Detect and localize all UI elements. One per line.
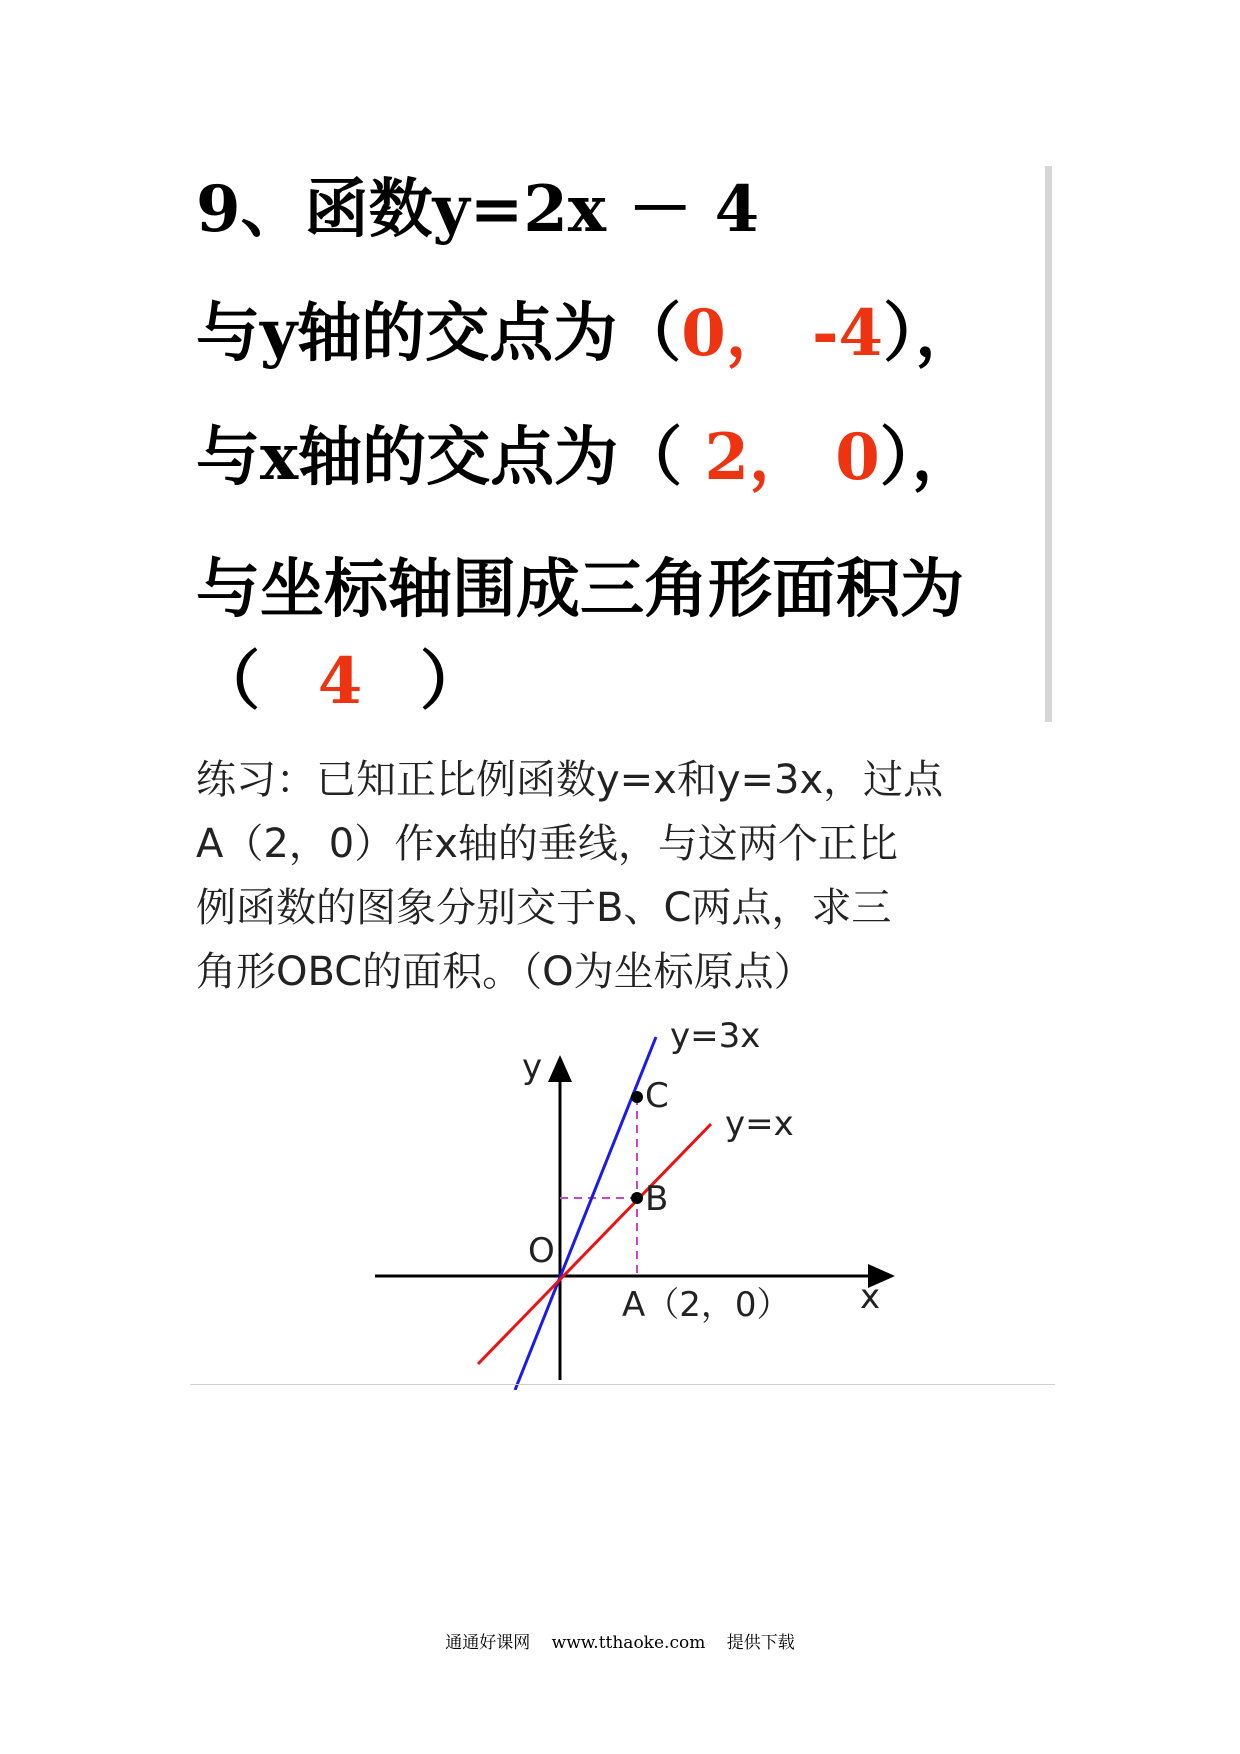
practice-problem: [196, 748, 1046, 1004]
line-3x-label: y=3x: [670, 1016, 761, 1056]
point-a-label: A（2，0）: [622, 1285, 791, 1325]
footer: [0, 1628, 1240, 1653]
function-graph: [360, 1010, 910, 1390]
origin-label: O: [528, 1231, 555, 1271]
vertical-scrollbar[interactable]: [1045, 166, 1052, 722]
area-open-paren: （: [196, 644, 260, 719]
area-answer: 4: [317, 644, 363, 719]
practice-line-3: 例函数的图象分别交于B、C两点，求三: [196, 885, 892, 931]
area-close-paren: ）: [420, 644, 484, 719]
point-b-label: B: [645, 1179, 669, 1219]
practice-line-2: A（2，0）作x轴的垂线，与这两个正比: [196, 821, 898, 867]
x-intercept-prefix: 与x轴的交点为（: [196, 420, 705, 495]
x-intercept-answer: 2， 0: [704, 420, 880, 495]
footer-action: 提供下载: [726, 1633, 795, 1653]
y-intercept-answer: 0， -4: [681, 296, 884, 371]
x-intercept-suffix: ），: [879, 420, 976, 495]
line-x-label: y=x: [725, 1104, 794, 1144]
y-intercept-suffix: ），: [883, 296, 980, 371]
y-intercept-prefix: 与y轴的交点为（: [196, 296, 682, 371]
x-axis-label: x: [860, 1277, 881, 1317]
x-intercept-line: [196, 420, 976, 495]
practice-line-1: 练习：已知正比例函数y=x和y=3x，过点: [196, 757, 944, 803]
question-title: 9、函数y=2x － 4: [196, 172, 760, 247]
y-intercept-line: [196, 296, 980, 371]
point-c: [631, 1091, 643, 1103]
footer-url[interactable]: www.tthaoke.com: [551, 1633, 706, 1653]
point-b: [631, 1192, 643, 1204]
point-c-label: C: [645, 1076, 669, 1116]
area-answer-line: [196, 644, 484, 719]
line-y-equals-3x: [515, 1037, 656, 1390]
y-axis-label: y: [522, 1047, 543, 1087]
question-block: [188, 150, 1058, 720]
footer-site-name: 通通好课网: [445, 1633, 531, 1653]
divider-line: [190, 1384, 1055, 1385]
area-line: 与坐标轴围成三角形面积为: [196, 552, 964, 627]
line-y-equals-x: [478, 1124, 711, 1364]
practice-line-4: 角形OBC的面积。（O为坐标原点）: [196, 949, 814, 995]
